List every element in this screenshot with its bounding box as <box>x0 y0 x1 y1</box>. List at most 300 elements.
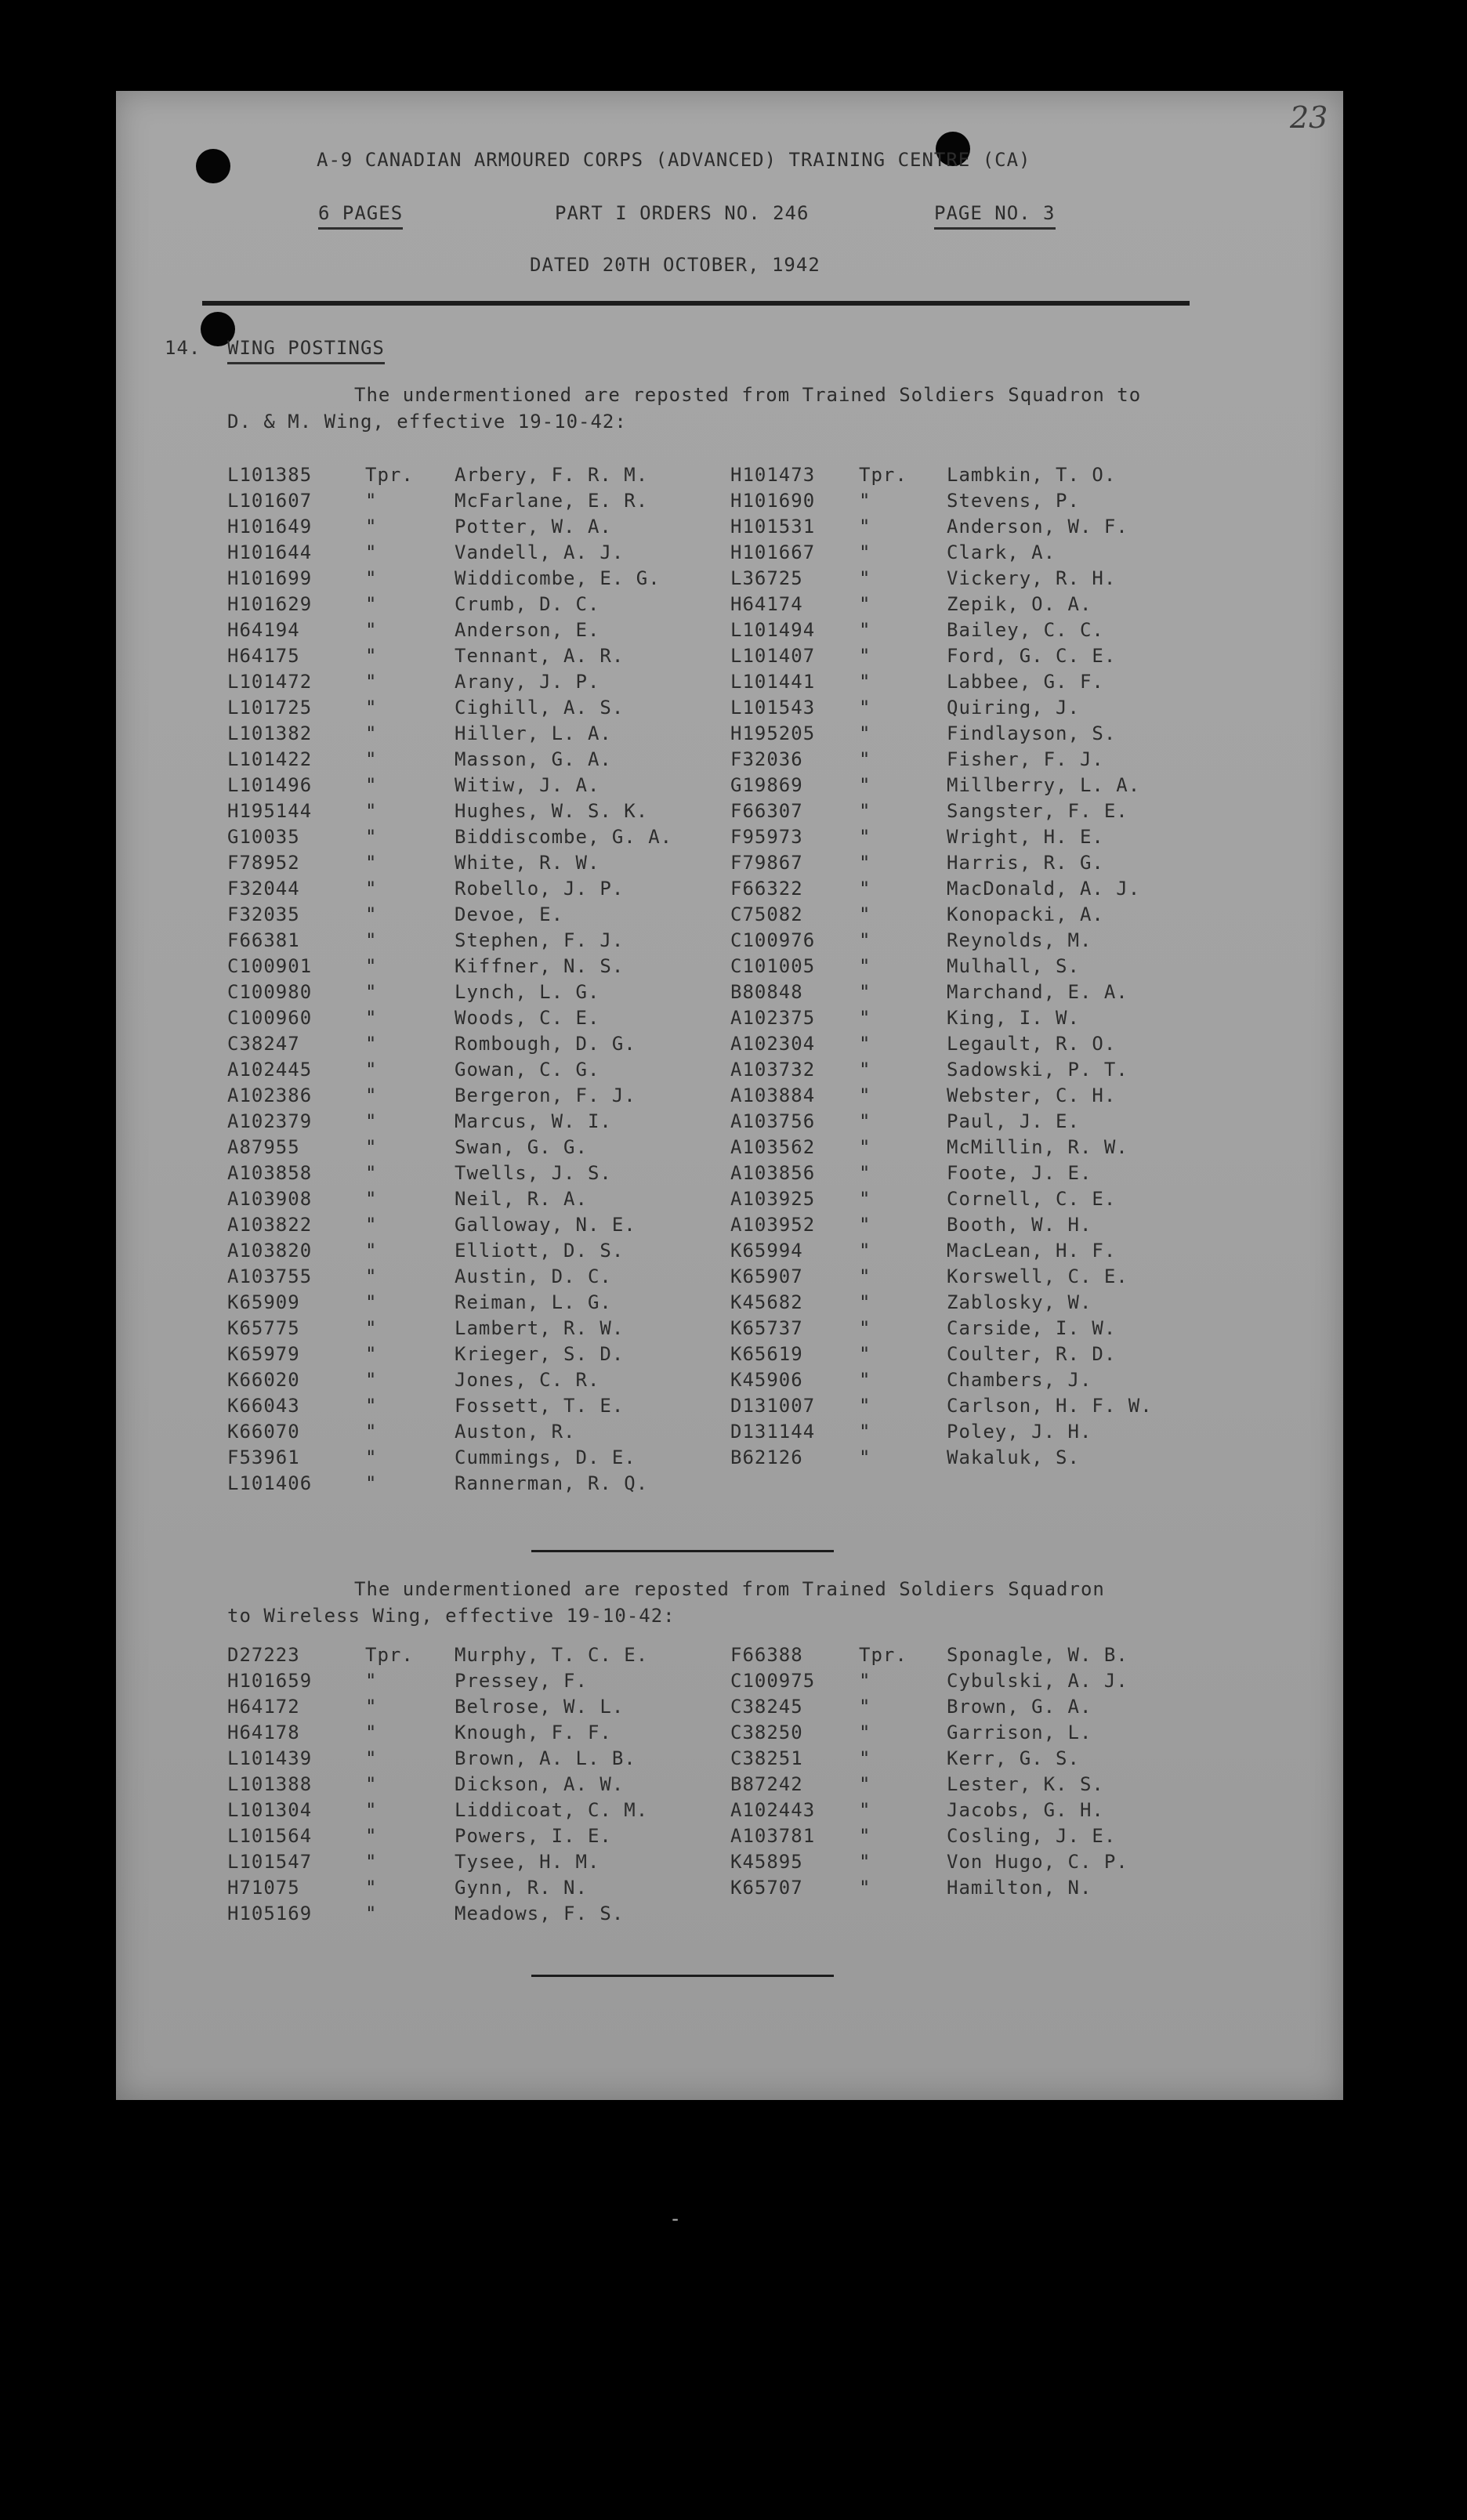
rank-left: " <box>365 852 378 874</box>
soldier-name-left: Woods, C. E. <box>455 1007 600 1029</box>
posting-row <box>0 902 1467 928</box>
posting-row <box>0 1031 1467 1057</box>
soldier-name-right: Lambkin, T. O. <box>947 464 1117 486</box>
service-number-right: K45682 <box>730 1291 803 1313</box>
soldier-name-left: McFarlane, E. R. <box>455 490 649 512</box>
service-number-right: F66307 <box>730 800 803 822</box>
service-number-right: A103756 <box>730 1110 816 1132</box>
service-number-left: L101382 <box>227 722 313 744</box>
service-number-right: A103884 <box>730 1084 816 1106</box>
rank-left: " <box>365 1446 378 1468</box>
posting-row <box>0 1264 1467 1290</box>
posting-row <box>0 1083 1467 1109</box>
rank-left: " <box>365 1825 378 1847</box>
service-number-left: A103858 <box>227 1162 313 1184</box>
service-number-left: L101304 <box>227 1799 313 1821</box>
rank-left: " <box>365 567 378 589</box>
service-number-right: C38250 <box>730 1722 803 1743</box>
service-number-left: L101496 <box>227 774 313 796</box>
soldier-name-right: King, I. W. <box>947 1007 1080 1029</box>
film-mark: ⁃ <box>671 2211 679 2231</box>
rank-right: " <box>859 981 871 1003</box>
soldier-name-left: Crumb, D. C. <box>455 593 600 615</box>
soldier-name-left: Tennant, A. R. <box>455 645 625 667</box>
soldier-name-right: Brown, G. A. <box>947 1696 1092 1718</box>
service-number-left: A102379 <box>227 1110 313 1132</box>
rank-left: " <box>365 1136 378 1158</box>
soldier-name-right: Zablosky, W. <box>947 1291 1092 1313</box>
rank-right: " <box>859 955 871 977</box>
posting-row <box>0 566 1467 592</box>
soldier-name-left: Bergeron, F. J. <box>455 1084 636 1106</box>
soldier-name-right: Stevens, P. <box>947 490 1080 512</box>
posting-row <box>0 1005 1467 1031</box>
service-number-left: H64172 <box>227 1696 300 1718</box>
rank-left: " <box>365 1265 378 1287</box>
soldier-name-right: Booth, W. H. <box>947 1214 1092 1236</box>
soldier-name-left: Austin, D. C. <box>455 1265 612 1287</box>
soldier-name-left: Galloway, N. E. <box>455 1214 636 1236</box>
posting-row <box>0 1238 1467 1264</box>
soldier-name-left: Vandell, A. J. <box>455 541 625 563</box>
service-number-right: A103856 <box>730 1162 816 1184</box>
soldier-name-right: Harris, R. G. <box>947 852 1104 874</box>
rank-left: " <box>365 1747 378 1769</box>
service-number-right: C75082 <box>730 903 803 925</box>
soldier-name-right: Sadowski, P. T. <box>947 1059 1128 1081</box>
rank-right: " <box>859 1265 871 1287</box>
service-number-right: A103732 <box>730 1059 816 1081</box>
service-number-right: D131144 <box>730 1421 816 1443</box>
service-number-left: A102445 <box>227 1059 313 1081</box>
soldier-name-left: Cummings, D. E. <box>455 1446 636 1468</box>
service-number-left: K66020 <box>227 1369 300 1391</box>
posting-row <box>0 695 1467 721</box>
soldier-name-left: Dickson, A. W. <box>455 1773 625 1795</box>
soldier-name-right: Fisher, F. J. <box>947 748 1104 770</box>
rank-left: " <box>365 490 378 512</box>
soldier-name-left: Widdicombe, E. G. <box>455 567 661 589</box>
soldier-name-left: Tysee, H. M. <box>455 1851 600 1873</box>
rank-left: Tpr. <box>365 1644 414 1666</box>
service-number-left: F32044 <box>227 878 300 900</box>
rank-right: " <box>859 748 871 770</box>
service-number-right: K65994 <box>730 1240 803 1262</box>
posting-row <box>0 1316 1467 1341</box>
posting-row <box>0 773 1467 798</box>
service-number-right: K65907 <box>730 1265 803 1287</box>
service-number-left: H64175 <box>227 645 300 667</box>
block2-end-rule <box>531 1975 834 1977</box>
posting-row <box>0 876 1467 902</box>
service-number-right: H101690 <box>730 490 816 512</box>
service-number-left: A103755 <box>227 1265 313 1287</box>
soldier-name-right: McMillin, R. W. <box>947 1136 1128 1158</box>
service-number-right: A103925 <box>730 1188 816 1210</box>
soldier-name-left: Arbery, F. R. M. <box>455 464 649 486</box>
soldier-name-right: Cybulski, A. J. <box>947 1670 1128 1692</box>
soldier-name-left: Neil, R. A. <box>455 1188 588 1210</box>
service-number-left: L101472 <box>227 671 313 693</box>
service-number-right: A102443 <box>730 1799 816 1821</box>
service-number-right: F79867 <box>730 852 803 874</box>
service-number-right: B80848 <box>730 981 803 1003</box>
posting-row <box>0 928 1467 954</box>
service-number-right: F95973 <box>730 826 803 848</box>
block1-intro-line2: D. & M. Wing, effective 19-10-42: <box>227 411 627 433</box>
rank-left: " <box>365 722 378 744</box>
rank-right: " <box>859 1136 871 1158</box>
service-number-left: L101725 <box>227 697 313 719</box>
service-number-left: K65979 <box>227 1343 300 1365</box>
service-number-left: H71075 <box>227 1877 300 1899</box>
rank-left: " <box>365 1059 378 1081</box>
soldier-name-right: Wright, H. E. <box>947 826 1104 848</box>
posting-row <box>0 1445 1467 1471</box>
soldier-name-right: Carlson, H. F. W. <box>947 1395 1153 1417</box>
rank-left: " <box>365 981 378 1003</box>
service-number-right: H101531 <box>730 516 816 538</box>
soldier-name-right: Jacobs, G. H. <box>947 1799 1104 1821</box>
posting-row <box>0 1367 1467 1393</box>
soldier-name-right: Wakaluk, S. <box>947 1446 1080 1468</box>
soldier-name-right: Zepik, O. A. <box>947 593 1092 615</box>
soldier-name-left: Arany, J. P. <box>455 671 600 693</box>
soldier-name-left: Jones, C. R. <box>455 1369 600 1391</box>
rank-left: " <box>365 619 378 641</box>
rank-left: " <box>365 1903 378 1924</box>
service-number-right: L36725 <box>730 567 803 589</box>
rank-right: " <box>859 826 871 848</box>
service-number-right: K65619 <box>730 1343 803 1365</box>
section-title: WING POSTINGS <box>227 335 385 364</box>
service-number-left: A103820 <box>227 1240 313 1262</box>
header-divider <box>202 301 1190 306</box>
rank-right: " <box>859 1395 871 1417</box>
soldier-name-left: Biddiscombe, G. A. <box>455 826 673 848</box>
rank-right: " <box>859 1291 871 1313</box>
service-number-left: A87955 <box>227 1136 300 1158</box>
soldier-name-right: Marchand, E. A. <box>947 981 1128 1003</box>
service-number-left: H101699 <box>227 567 313 589</box>
soldier-name-left: Fossett, T. E. <box>455 1395 625 1417</box>
soldier-name-right: Sponagle, W. B. <box>947 1644 1128 1666</box>
service-number-left: H105169 <box>227 1903 313 1924</box>
rank-right: " <box>859 1446 871 1468</box>
rank-left: " <box>365 1773 378 1795</box>
rank-left: " <box>365 1317 378 1339</box>
rank-right: " <box>859 1007 871 1029</box>
rank-right: " <box>859 929 871 951</box>
rank-left: " <box>365 1851 378 1873</box>
rank-right: " <box>859 1877 871 1899</box>
service-number-right: C100976 <box>730 929 816 951</box>
posting-row <box>0 721 1467 747</box>
rank-right: " <box>859 774 871 796</box>
posting-row <box>0 462 1467 488</box>
posting-row <box>0 1875 1467 1901</box>
service-number-right: K65737 <box>730 1317 803 1339</box>
service-number-right: L101441 <box>730 671 816 693</box>
soldier-name-left: Brown, A. L. B. <box>455 1747 636 1769</box>
service-number-right: L101494 <box>730 619 816 641</box>
posting-row <box>0 540 1467 566</box>
posting-row <box>0 954 1467 979</box>
service-number-right: H64174 <box>730 593 803 615</box>
rank-right: " <box>859 593 871 615</box>
rank-right: " <box>859 645 871 667</box>
soldier-name-right: Carside, I. W. <box>947 1317 1117 1339</box>
orders-number: PART I ORDERS NO. 246 <box>555 202 810 224</box>
soldier-name-left: Anderson, E. <box>455 619 600 641</box>
service-number-right: C100975 <box>730 1670 816 1692</box>
service-number-left: D27223 <box>227 1644 300 1666</box>
service-number-left: K66070 <box>227 1421 300 1443</box>
rank-right: " <box>859 722 871 744</box>
service-number-left: L101439 <box>227 1747 313 1769</box>
soldier-name-left: Lynch, L. G. <box>455 981 600 1003</box>
rank-left: " <box>365 955 378 977</box>
posting-row <box>0 1772 1467 1798</box>
service-number-right: K65707 <box>730 1877 803 1899</box>
service-number-left: H101629 <box>227 593 313 615</box>
soldier-name-left: Powers, I. E. <box>455 1825 612 1847</box>
service-number-right: L101407 <box>730 645 816 667</box>
soldier-name-left: Liddicoat, C. M. <box>455 1799 649 1821</box>
page-number: PAGE NO. 3 <box>934 201 1056 230</box>
rank-right: " <box>859 1084 871 1106</box>
rank-right: " <box>859 878 871 900</box>
rank-right: " <box>859 1110 871 1132</box>
rank-right: " <box>859 1343 871 1365</box>
rank-left: " <box>365 1696 378 1718</box>
service-number-right: D131007 <box>730 1395 816 1417</box>
punch-hole-left <box>196 149 230 183</box>
rank-right: " <box>859 1851 871 1873</box>
rank-left: " <box>365 1162 378 1184</box>
service-number-left: H101649 <box>227 516 313 538</box>
rank-left: " <box>365 541 378 563</box>
soldier-name-left: Rannerman, R. Q. <box>455 1472 649 1494</box>
service-number-left: H195144 <box>227 800 313 822</box>
posting-row <box>0 979 1467 1005</box>
rank-left: " <box>365 593 378 615</box>
posting-row <box>0 669 1467 695</box>
soldier-name-left: Gowan, C. G. <box>455 1059 600 1081</box>
soldier-name-left: Stephen, F. J. <box>455 929 625 951</box>
rank-left: " <box>365 1670 378 1692</box>
rank-right: " <box>859 1799 871 1821</box>
soldier-name-right: MacLean, H. F. <box>947 1240 1117 1262</box>
rank-right: " <box>859 1722 871 1743</box>
posting-row <box>0 1720 1467 1746</box>
service-number-right: A103781 <box>730 1825 816 1847</box>
rank-left: " <box>365 1110 378 1132</box>
soldier-name-right: Mulhall, S. <box>947 955 1080 977</box>
service-number-left: C100901 <box>227 955 313 977</box>
rank-left: " <box>365 826 378 848</box>
section-number: 14. <box>165 337 201 359</box>
soldier-name-left: Rombough, D. G. <box>455 1033 636 1055</box>
block2-intro-line1: The undermentioned are reposted from Trained Soldiers Squadron <box>354 1578 1105 1600</box>
soldier-name-right: Webster, C. H. <box>947 1084 1117 1106</box>
rank-left: " <box>365 1188 378 1210</box>
posting-row <box>0 747 1467 773</box>
rank-left: " <box>365 671 378 693</box>
posting-row <box>0 1109 1467 1135</box>
soldier-name-right: Bailey, C. C. <box>947 619 1104 641</box>
posting-row <box>0 1393 1467 1419</box>
service-number-left: C100980 <box>227 981 313 1003</box>
soldier-name-right: Findlayson, S. <box>947 722 1117 744</box>
soldier-name-right: Paul, J. E. <box>947 1110 1080 1132</box>
soldier-name-right: Quiring, J. <box>947 697 1080 719</box>
rank-right: Tpr. <box>859 1644 907 1666</box>
soldier-name-right: Lester, K. S. <box>947 1773 1104 1795</box>
rank-right: " <box>859 567 871 589</box>
service-number-left: L101385 <box>227 464 313 486</box>
soldier-name-right: Poley, J. H. <box>947 1421 1092 1443</box>
rank-left: " <box>365 878 378 900</box>
posting-row <box>0 514 1467 540</box>
posting-row <box>0 1341 1467 1367</box>
service-number-right: K45895 <box>730 1851 803 1873</box>
posting-row <box>0 1160 1467 1186</box>
posting-row <box>0 1419 1467 1445</box>
service-number-left: L101422 <box>227 748 313 770</box>
service-number-left: G10035 <box>227 826 300 848</box>
rank-right: " <box>859 852 871 874</box>
service-number-left: K65909 <box>227 1291 300 1313</box>
service-number-right: A103952 <box>730 1214 816 1236</box>
rank-left: " <box>365 1291 378 1313</box>
rank-right: " <box>859 1369 871 1391</box>
rank-right: Tpr. <box>859 464 907 486</box>
service-number-right: C101005 <box>730 955 816 977</box>
soldier-name-left: Gynn, R. N. <box>455 1877 588 1899</box>
service-number-left: L101547 <box>227 1851 313 1873</box>
block1-end-rule <box>531 1550 834 1552</box>
service-number-left: C100960 <box>227 1007 313 1029</box>
soldier-name-left: Potter, W. A. <box>455 516 612 538</box>
rank-left: " <box>365 1007 378 1029</box>
soldier-name-right: Korswell, C. E. <box>947 1265 1128 1287</box>
soldier-name-right: Clark, A. <box>947 541 1056 563</box>
posting-row <box>0 1290 1467 1316</box>
service-number-left: K66043 <box>227 1395 300 1417</box>
rank-right: " <box>859 541 871 563</box>
service-number-left: F66381 <box>227 929 300 951</box>
rank-left: " <box>365 1472 378 1494</box>
rank-right: " <box>859 697 871 719</box>
posting-row <box>0 488 1467 514</box>
service-number-right: F32036 <box>730 748 803 770</box>
soldier-name-left: Auston, R. <box>455 1421 576 1443</box>
soldier-name-left: Murphy, T. C. E. <box>455 1644 649 1666</box>
soldier-name-left: Pressey, F. <box>455 1670 588 1692</box>
service-number-left: H64178 <box>227 1722 300 1743</box>
posting-row <box>0 1057 1467 1083</box>
rank-left: " <box>365 1240 378 1262</box>
posting-row <box>0 798 1467 824</box>
rank-left: " <box>365 1343 378 1365</box>
rank-left: " <box>365 800 378 822</box>
soldier-name-right: Chambers, J. <box>947 1369 1092 1391</box>
soldier-name-right: Kerr, G. S. <box>947 1747 1080 1769</box>
rank-left: " <box>365 1369 378 1391</box>
soldier-name-left: Hiller, L. A. <box>455 722 612 744</box>
service-number-right: H101667 <box>730 541 816 563</box>
service-number-left: F32035 <box>227 903 300 925</box>
posting-row <box>0 1823 1467 1849</box>
service-number-right: K45906 <box>730 1369 803 1391</box>
soldier-name-right: Konopacki, A. <box>947 903 1104 925</box>
posting-row <box>0 1746 1467 1772</box>
rank-right: " <box>859 619 871 641</box>
service-number-right: H101473 <box>730 464 816 486</box>
soldier-name-right: Anderson, W. F. <box>947 516 1128 538</box>
service-number-left: F78952 <box>227 852 300 874</box>
soldier-name-left: Meadows, F. S. <box>455 1903 625 1924</box>
service-number-right: F66388 <box>730 1644 803 1666</box>
soldier-name-right: Coulter, R. D. <box>947 1343 1117 1365</box>
service-number-left: L101564 <box>227 1825 313 1847</box>
service-number-right: G19869 <box>730 774 803 796</box>
soldier-name-left: Witiw, J. A. <box>455 774 600 796</box>
rank-left: " <box>365 1033 378 1055</box>
service-number-left: A103908 <box>227 1188 313 1210</box>
service-number-right: A102375 <box>730 1007 816 1029</box>
service-number-right: B87242 <box>730 1773 803 1795</box>
rank-right: " <box>859 1214 871 1236</box>
soldier-name-right: Sangster, F. E. <box>947 800 1128 822</box>
soldier-name-left: Knough, F. F. <box>455 1722 612 1743</box>
rank-left: " <box>365 903 378 925</box>
posting-row <box>0 1849 1467 1875</box>
rank-left: " <box>365 1395 378 1417</box>
posting-row <box>0 1135 1467 1160</box>
rank-right: " <box>859 1033 871 1055</box>
service-number-right: F66322 <box>730 878 803 900</box>
rank-right: " <box>859 516 871 538</box>
posting-row <box>0 1212 1467 1238</box>
rank-left: " <box>365 774 378 796</box>
service-number-right: C38245 <box>730 1696 803 1718</box>
soldier-name-left: Robello, J. P. <box>455 878 625 900</box>
rank-left: " <box>365 1084 378 1106</box>
rank-right: " <box>859 1773 871 1795</box>
rank-left: " <box>365 1722 378 1743</box>
service-number-right: H195205 <box>730 722 816 744</box>
soldier-name-left: Masson, G. A. <box>455 748 612 770</box>
posting-row <box>0 1668 1467 1694</box>
soldier-name-right: Foote, J. E. <box>947 1162 1092 1184</box>
service-number-right: A103562 <box>730 1136 816 1158</box>
soldier-name-right: Millberry, L. A. <box>947 774 1141 796</box>
soldier-name-left: Elliott, D. S. <box>455 1240 625 1262</box>
soldier-name-left: White, R. W. <box>455 852 600 874</box>
rank-left: " <box>365 748 378 770</box>
unit-title: A-9 CANADIAN ARMOURED CORPS (ADVANCED) TRAINING CENTRE (CA) <box>317 149 1031 171</box>
soldier-name-left: Belrose, W. L. <box>455 1696 625 1718</box>
page-number-handwritten: 23 <box>1290 100 1328 135</box>
rank-right: " <box>859 1317 871 1339</box>
service-number-right: C38251 <box>730 1747 803 1769</box>
soldier-name-right: Von Hugo, C. P. <box>947 1851 1128 1873</box>
service-number-right: L101543 <box>730 697 816 719</box>
soldier-name-right: Garrison, L. <box>947 1722 1092 1743</box>
rank-left: " <box>365 516 378 538</box>
